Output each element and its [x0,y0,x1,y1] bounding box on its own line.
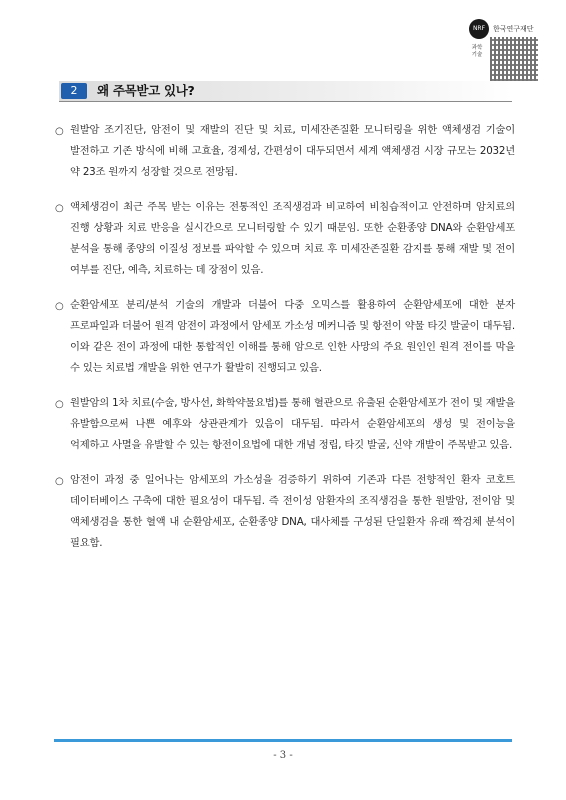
circle-bullet-icon: ○ [55,126,64,137]
paragraph-text: 원발암의 1차 치료(수술, 방사선, 화학약물요법)를 통해 혈관으로 유출된 순환암세포가 전이 및 재발을 유발함으로써 나쁜 예후와 상관관계가 있음이 대두됨. 따라서 순환암세포의 생성 및 전이능을 억제하고 사멸을 유발할 수 있는 항전이요법에 대한 개념 정립, 타깃 발굴, 신약 개발이 주목받고 있음. [70,397,515,451]
paragraph [55,470,515,554]
nrf-logo-icon: NRF [469,19,489,39]
circle-bullet-icon: ○ [55,203,64,214]
footer-divider [54,739,512,742]
paragraph-text: 액체생검이 최근 주목 받는 이유는 전통적인 조직생검과 비교하여 비침습적이고 안전하며 암치료의 진행 상황과 치료 반응을 실시간으로 모니터링할 수 있기 때문임. 또한 순환종양 DNA와 순환암세포 분석을 통해 종양의 이질성 정보를 파악할 수 있으며 치료 후 미세잔존질환 감지를 통해 재발 및 전이 여부를 진단, 예측, 치료하는 데 장점이 있음. [70,201,515,276]
logo-vertical-text: 과학기술 [471,45,483,58]
paragraph-text: 원발암 조기진단, 암전이 및 재발의 진단 및 치료, 미세잔존질환 모니터링을 위한 액체생검 기술이 발전하고 기존 방식에 비해 고효율, 경제성, 간편성이 대두되면서 세계 액체생검 시장 규모는 2032년 약 23조 원까지 성장할 것으로 전망됨. [70,124,515,178]
paragraph [55,295,515,379]
qr-code-icon [490,37,538,81]
section-title: 왜 주목받고 있나? [97,83,195,98]
section-header [59,81,512,102]
header-logo [466,15,544,83]
circle-bullet-icon: ○ [55,399,64,410]
section-number-badge: 2 [61,83,87,99]
paragraph-text: 순환암세포 분리/분석 기술의 개발과 더불어 다중 오믹스를 활용하여 순환암세포에 대한 분자 프로파일과 더불어 원격 암전이 과정에서 암세포 가소성 메커니즘 및 항전이 약물 타깃 발굴이 대두됨. 이와 같은 전이 과정에 대한 통합적인 이해를 통해 암으로 인한 사망의 주요 원인인 원격 전이를 막을 수 있는 치료법 개발을 위한 연구가 활발히 진행되고 있음. [70,299,515,374]
content-body [55,120,515,568]
circle-bullet-icon: ○ [55,476,64,487]
paragraph [55,120,515,183]
paragraph [55,197,515,281]
page-number: - 3 - [273,750,293,761]
circle-bullet-icon: ○ [55,301,64,312]
logo-name: 한국연구재단 [493,25,534,33]
paragraph-text: 암전이 과정 중 일어나는 암세포의 가소성을 검증하기 위하여 기존과 다른 전향적인 환자 코호트 데이터베이스 구축에 대한 필요성이 대두됨. 즉 전이성 암환자의 조직생검을 통한 원발암, 전이암 및 액체생검을 통한 혈액 내 순환암세포, 순환종양 DNA, 대사체를 구성된 단일환자 유래 짝검체 분석이 필요함. [70,474,515,549]
paragraph [55,393,515,456]
